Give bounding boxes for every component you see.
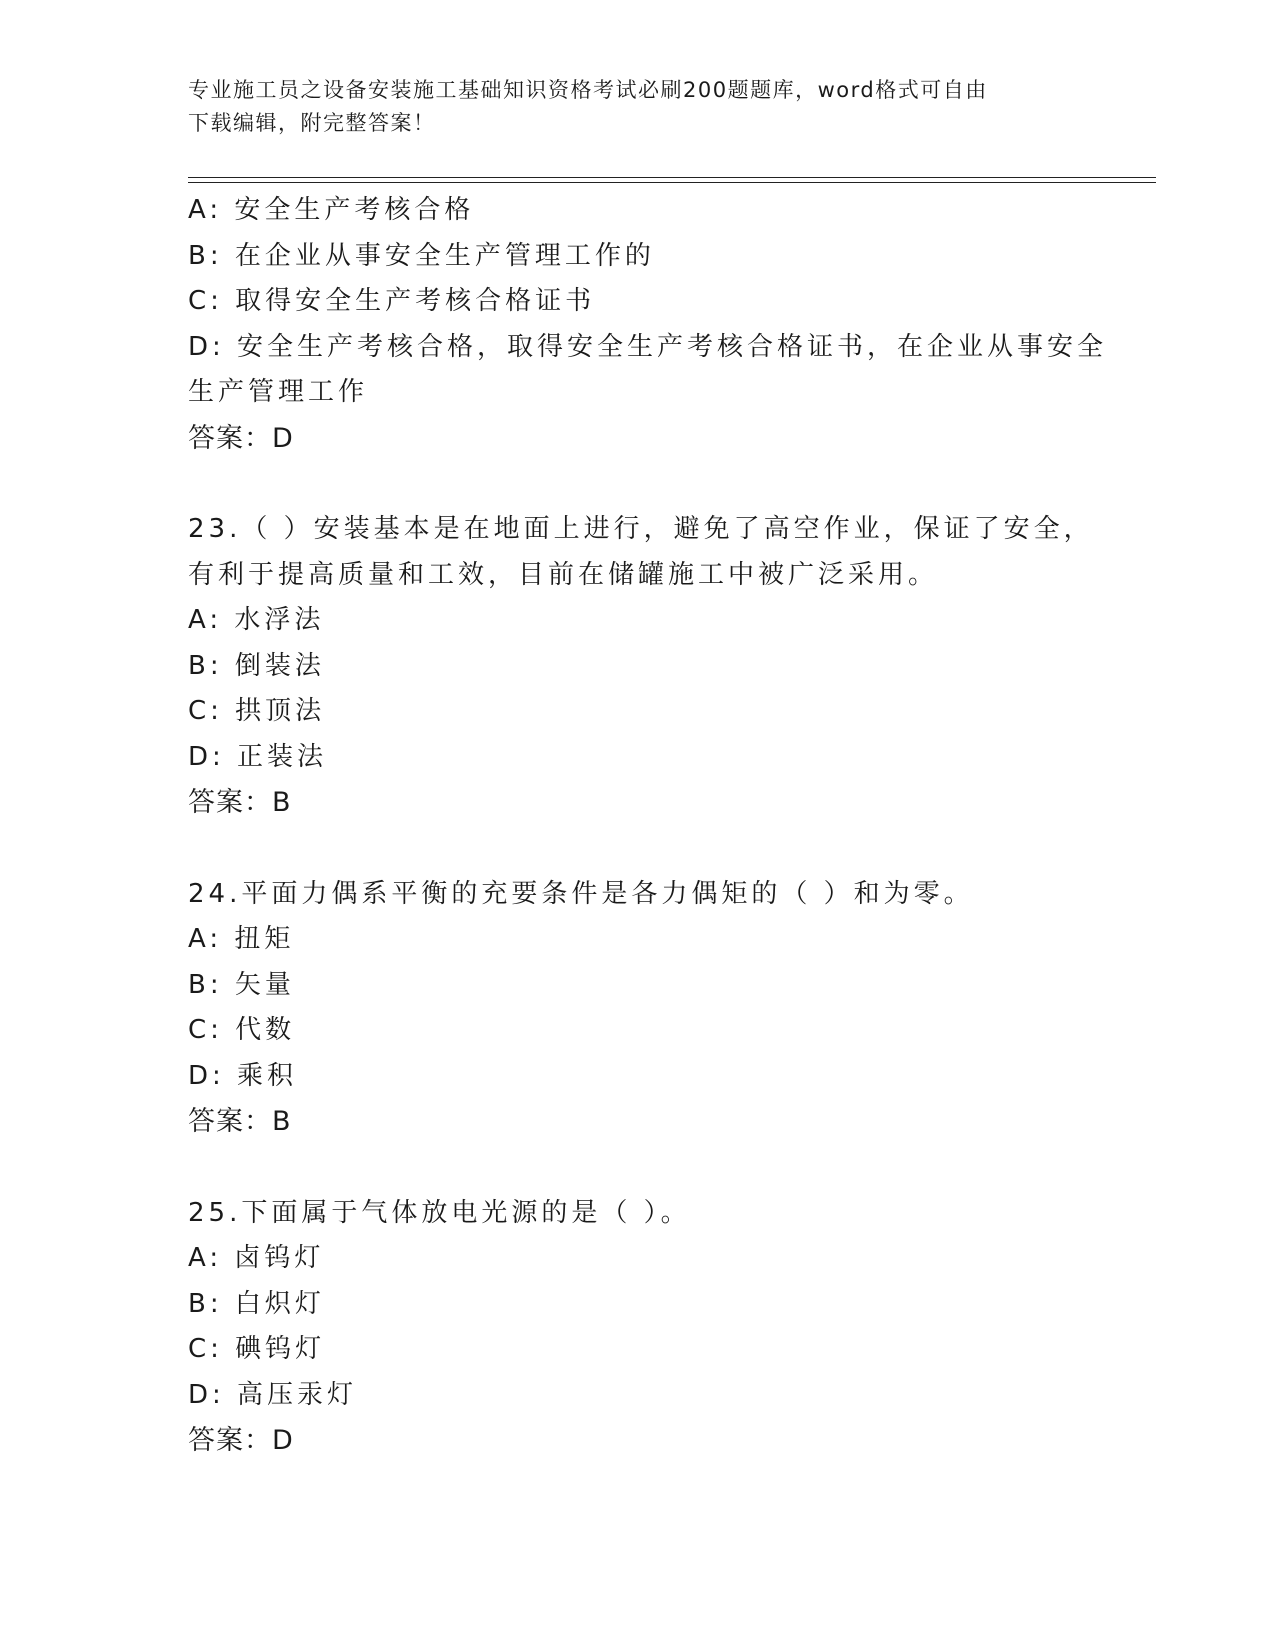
question-stem-line-1: 23.（ ）安装基本是在地面上进行，避免了高空作业，保证了安全， (188, 514, 1094, 544)
document-header (188, 74, 1088, 140)
answer: 答案：B (188, 1106, 292, 1137)
option-b: B: 白炽灯 (188, 1288, 325, 1319)
question-23 (188, 507, 1094, 826)
option-c: C: 拱顶法 (188, 696, 326, 726)
option-c: C: 取得安全生产考核合格证书 (188, 286, 596, 316)
option-c: C: 代数 (188, 1015, 296, 1045)
question-22-options (188, 188, 1108, 461)
spacer (188, 1145, 1088, 1191)
option-d: D: 乘积 (188, 1060, 298, 1091)
spacer (188, 461, 1088, 507)
option-d-line-2: 生产管理工作 (188, 377, 369, 407)
spacer (188, 826, 1088, 872)
option-b: B: 倒装法 (188, 650, 325, 681)
option-a: A: 扭矩 (188, 924, 295, 954)
option-d: D: 高压汞灯 (188, 1379, 358, 1410)
question-stem-line-2: 有利于提高质量和工效，目前在储罐施工中被广泛采用。 (188, 559, 939, 590)
header-rule-top (188, 177, 1156, 178)
option-d-line-1: D: 安全生产考核合格，取得安全生产考核合格证书，在企业从事安全 (188, 331, 1108, 362)
option-d: D: 正装法 (188, 741, 328, 772)
option-b: B: 在企业从事安全生产管理工作的 (188, 240, 655, 271)
option-a: A: 水浮法 (188, 605, 325, 635)
option-c: C: 碘钨灯 (188, 1334, 326, 1364)
question-stem: 24.平面力偶系平衡的充要条件是各力偶矩的（ ）和为零。 (188, 878, 974, 909)
option-a: A: 卤钨灯 (188, 1243, 325, 1273)
header-line-2: 下载编辑，附完整答案！ (188, 111, 436, 135)
option-b: B: 矢量 (188, 969, 295, 1000)
question-24 (188, 872, 1088, 1145)
question-stem: 25.下面属于气体放电光源的是（ ）。 (188, 1197, 691, 1228)
question-list (188, 188, 1108, 1464)
header-rule-bottom (188, 182, 1156, 183)
answer: 答案：D (188, 422, 294, 454)
question-25 (188, 1191, 1088, 1464)
answer: 答案：B (188, 787, 292, 818)
answer: 答案：D (188, 1425, 294, 1456)
header-line-1: 专业施工员之设备安装施工基础知识资格考试必刷200题题库，word格式可自由 (188, 78, 988, 102)
option-a: A: 安全生产考核合格 (188, 195, 475, 225)
